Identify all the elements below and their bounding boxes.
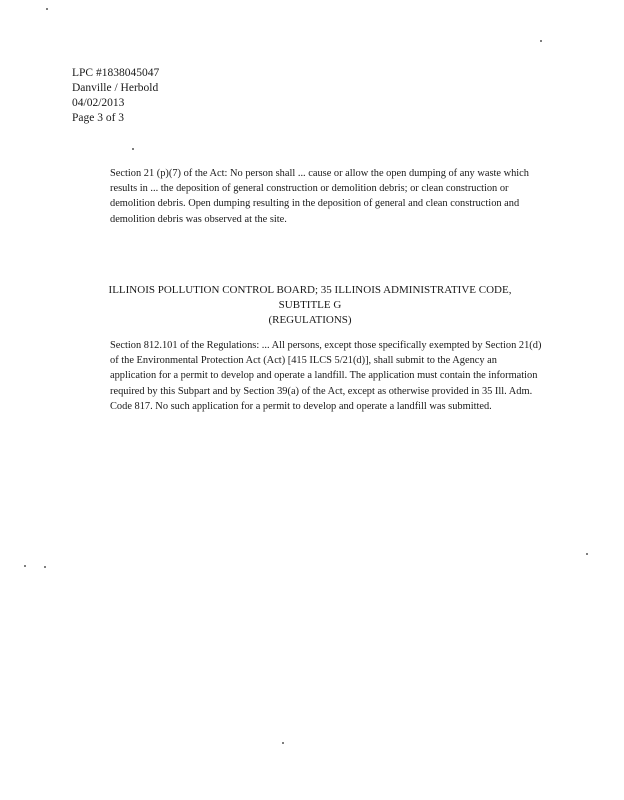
section-812-paragraph: Section 812.101 of the Regulations: ... All persons, except those specifically exempted by Section 21(d) of the Environmental Protection Act (Act) [415 ILCS 5/21(d)], shall submit to the Agency an application for a permit to develop and operate a landfill. The application must contain the information required by this Subpart and by Section 39(a) of the Act, except as otherwise provided in 35 Ill. Adm. Code 817. No such application for a permit to develop and operate a landfill was submitted. [110,340,542,412]
scan-speck [44,566,46,568]
lpc-number: LPC #1838045047 [72,67,160,79]
scan-speck [282,742,284,744]
document-date: 04/02/2013 [72,97,125,109]
page-number: Page 3 of 3 [72,112,125,124]
document-header [72,66,159,126]
scan-speck [24,565,26,567]
site-name: Danville / Herbold [72,82,159,94]
heading-line-1: ILLINOIS POLLUTION CONTROL BOARD; 35 ILLINOIS ADMINISTRATIVE CODE, [108,284,512,296]
scan-speck [586,553,588,555]
section-21-paragraph: Section 21 (p)(7) of the Act: No person shall ... cause or allow the open dumping of any waste which results in ... the deposition of general construction or demolition debris; or clean construction or demolition debris. Open dumping resulting in the deposition of general and clean construction and demolition debris was observed at the site. [110,168,529,225]
regulations-heading [60,283,560,328]
scan-speck [540,40,542,42]
scan-speck [46,8,48,10]
heading-line-3: (REGULATIONS) [268,314,352,326]
scan-speck [132,148,134,150]
heading-line-2: SUBTITLE G [278,299,342,311]
